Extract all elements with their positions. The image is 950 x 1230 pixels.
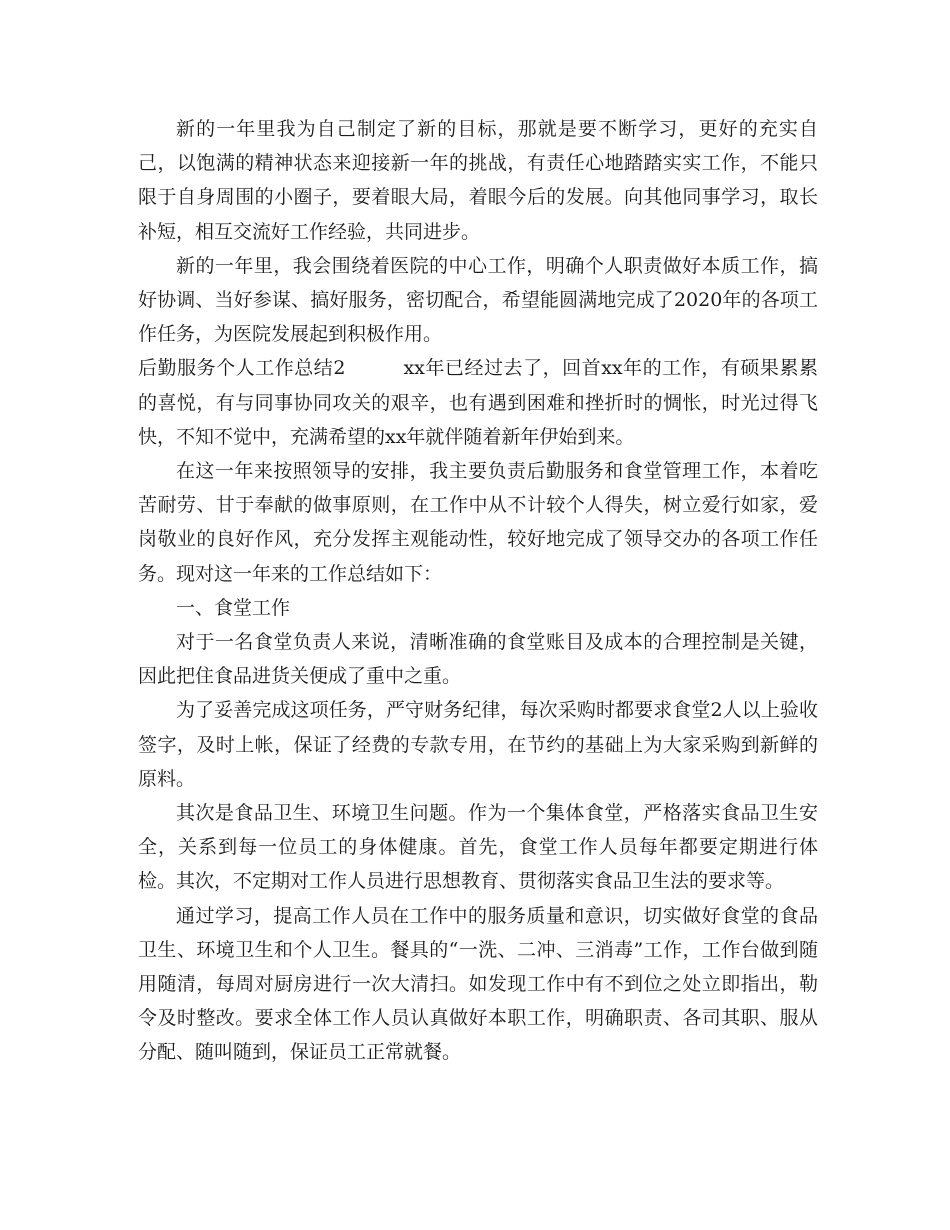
paragraph-accounts-control: 对于一名食堂负责人来说，清晰准确的食堂账目及成本的合理控制是关键，因此把住食品进货关便成了重中之重。 xyxy=(138,631,818,688)
heading-canteen-work: 一、食堂工作 xyxy=(176,596,291,619)
paragraph-staff-training: 通过学习，提高工作人员在工作中的服务质量和意识，切实做好食堂的食品卫生、环境卫生和个人卫生。餐具的“一洗、二冲、三消毒”工作，工作台做到随用随清，每周对厨房进行一次大清扫。如发现工作中有不到位之处立即指出，勒令及时整改。要求全体工作人员认真做好本职工作，明确职责、各司其职、服从分配、随叫随到，保证员工正常就餐。 xyxy=(138,904,818,1064)
document-body xyxy=(138,112,818,1070)
section-title: 后勤服务个人工作总结2 xyxy=(138,357,346,380)
paragraph-food-hygiene: 其次是食品卫生、环境卫生问题。作为一个集体食堂，严格落实食品卫生安全，关系到每一位员工的身体健康。首先，食堂工作人员每年都要定期进行体检。其次，不定期对工作人员进行思想教育、贯彻落实食品卫生法的要求等。 xyxy=(138,802,818,893)
section-intro-text: xx年已经过去了，回首xx年的工作，有硕果累累的喜悦，有与同事协同攻关的艰辛，也有遇到困难和挫折时的惆怅，时光过得飞快，不知不觉中，充满希望的xx年就伴随着新年伊始到来。 xyxy=(138,357,818,448)
paragraph-new-year-goals: 新的一年里我为自己制定了新的目标，那就是要不断学习，更好的充实自己，以饱满的精神状态来迎接新一年的挑战，有责任心地踏踏实实工作，不能只限于自身周围的小圈子，要着眼大局，着眼今后的发展。向其他同事学习，取长补短，相互交流好工作经验，共同进步。 xyxy=(138,118,818,243)
paragraph-procurement: 为了妥善完成这项任务，严守财务纪律，每次采购时都要求食堂2人以上验收签字，及时上帐，保证了经费的专款专用，在节约的基础上为大家采购到新鲜的原料。 xyxy=(138,699,818,790)
paragraph-hospital-work: 新的一年里，我会围绕着医院的中心工作，明确个人职责做好本质工作，搞好协调、当好参谋、搞好服务，密切配合，希望能圆满地完成了2020年的各项工作任务，为医院发展起到积极作用。 xyxy=(138,254,818,346)
paragraph-responsibilities: 在这一年来按照领导的安排，我主要负责后勤服务和食堂管理工作，本着吃苦耐劳、甘于奉献的做事原则，在工作中从不计较个人得失，树立爱行如家，爱岗敬业的良好作风，充分发挥主观能动性，较好地完成了领导交办的各项工作任务。现对这一年来的工作总结如下： xyxy=(138,460,818,585)
section-intro-paragraph xyxy=(138,351,818,454)
